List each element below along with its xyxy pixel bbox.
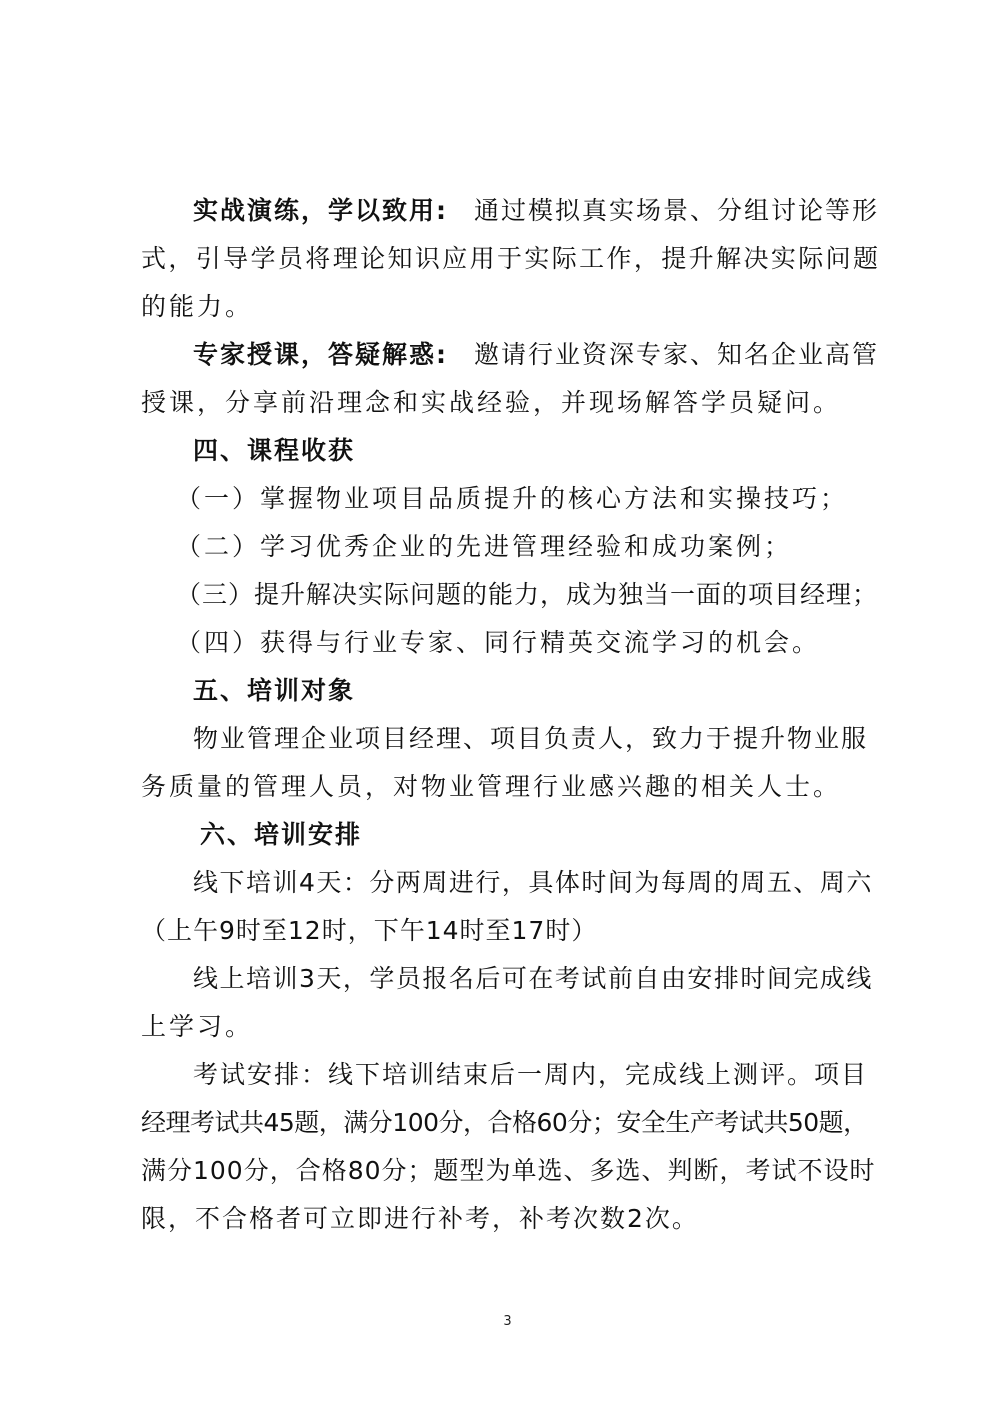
schedule-exam-1: 考试安排：线下培训结束后一周内，完成线上测评。项目 xyxy=(193,1060,869,1089)
schedule-offline-2: （上午9时至12时，下午14时至17时） xyxy=(141,916,598,945)
gains-heading: 四、课程收获 xyxy=(193,436,356,465)
practice-text-1: 通过模拟真实场景、分组讨论等形 xyxy=(474,196,880,225)
experts-lead: 专家授课，答疑解惑: xyxy=(193,340,448,369)
schedule-heading: 六、培训安排 xyxy=(200,820,363,849)
targets-line-2: 务质量的管理人员，对物业管理行业感兴趣的相关人士。 xyxy=(141,772,842,801)
gains-item-1: （一）掌握物业项目品质提升的核心方法和实操技巧； xyxy=(176,484,849,513)
practice-lead: 实战演练，学以致用: xyxy=(193,196,448,225)
experts-line-2: 授课，分享前沿理念和实战经验，并现场解答学员疑问。 xyxy=(141,388,842,417)
schedule-online-1: 线上培训3天，学员报名后可在考试前自由安排时间完成线 xyxy=(193,964,873,993)
gains-item-2: （二）学习优秀企业的先进管理经验和成功案例； xyxy=(176,532,793,561)
schedule-offline-1: 线下培训4天：分两周进行，具体时间为每周的周五、周六 xyxy=(193,868,873,897)
schedule-exam-4: 限，不合格者可立即进行补考，补考次数2次。 xyxy=(141,1204,699,1233)
experts-text-1: 邀请行业资深专家、知名企业高管 xyxy=(474,340,880,369)
gains-item-3: （三）提升解决实际问题的能力，成为独当一面的项目经理； xyxy=(176,580,879,609)
targets-line-1: 物业管理企业项目经理、项目负责人，致力于提升物业服 xyxy=(193,724,869,753)
practice-line-3: 的能力。 xyxy=(141,292,254,321)
practice-line-2: 式，引导学员将理论知识应用于实际工作，提升解决实际问题 xyxy=(141,244,878,273)
page-number: 3 xyxy=(503,1314,512,1329)
experts-line-1 xyxy=(193,335,879,375)
gains-item-4: （四）获得与行业专家、同行精英交流学习的机会。 xyxy=(176,628,821,657)
schedule-online-2: 上学习。 xyxy=(141,1012,254,1041)
schedule-exam-2: 经理考试共45题，满分100分，合格60分；安全生产考试共50题， xyxy=(141,1108,868,1137)
practice-line-1 xyxy=(193,191,879,231)
targets-heading: 五、培训对象 xyxy=(193,676,356,705)
schedule-exam-3: 满分100分，合格80分；题型为单选、多选、判断，考试不设时 xyxy=(141,1156,876,1185)
